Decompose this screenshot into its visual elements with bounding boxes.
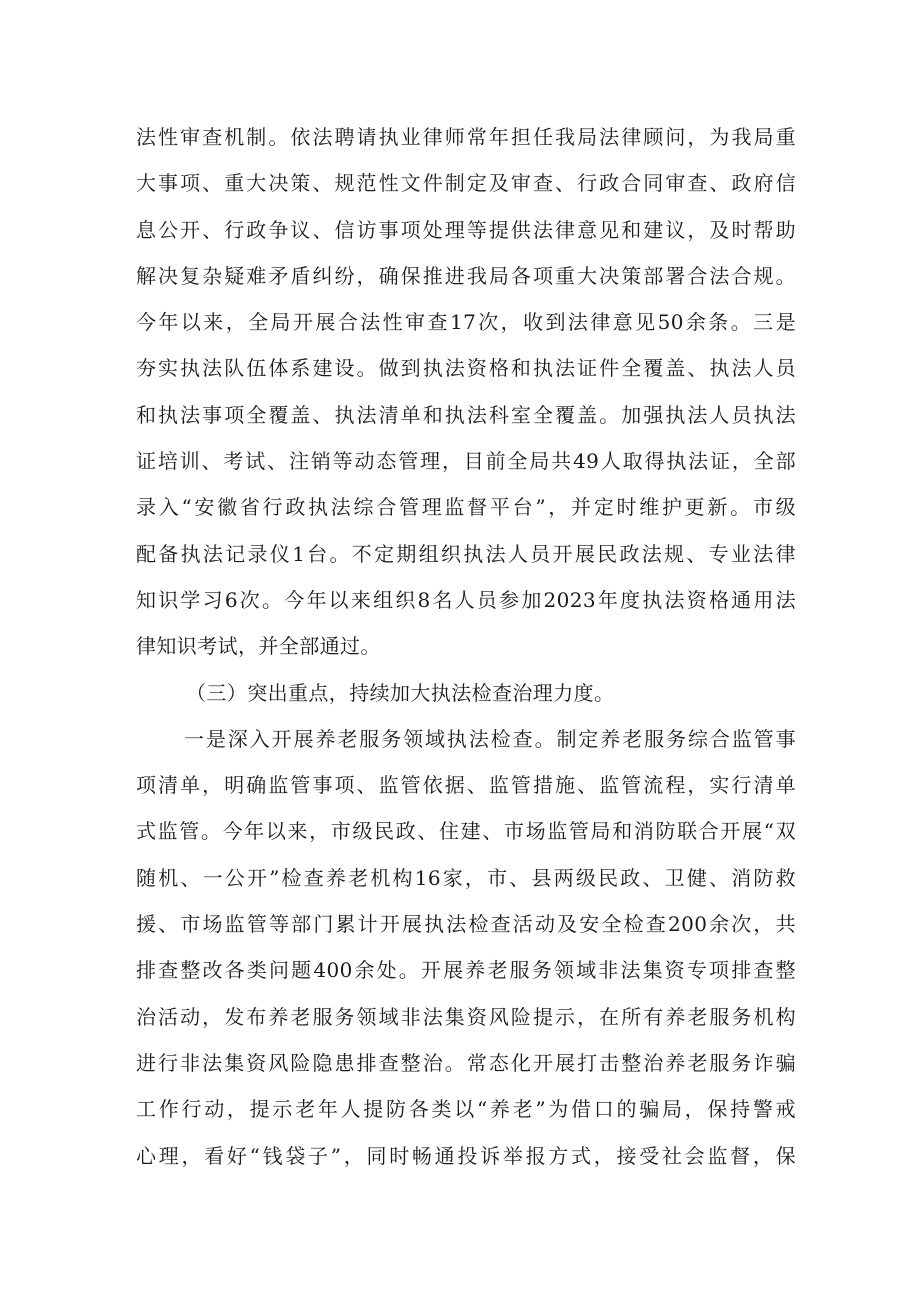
text-line-23: 心理，看好“钱袋子”，同时畅通投诉举报方式，接受社会监督，保: [136, 1143, 796, 1168]
section-heading: （三）突出重点，持续加大执法检查治理力度。: [186, 680, 615, 705]
text-line-20: 治活动，发布养老服务领域非法集资风险提示，在所有养老服务机构: [136, 1004, 796, 1029]
document-body: [136, 114, 796, 1179]
text-line-11: 知识学习6次。今年以来组织8名人员参加2023年度执法资格通用法: [136, 587, 796, 612]
text-line-14: 一是深入开展养老服务领域执法检查。制定养老服务综合监管事: [184, 726, 796, 751]
text-line-17: 随机、一公开”检查养老机构16家，市、县两级民政、卫健、消防救: [136, 865, 796, 890]
text-line-1: 法性审查机制。依法聘请执业律师常年担任我局法律顾问，为我局重: [136, 125, 796, 149]
text-line-9: 录入“安徽省行政执法综合管理监督平台”，并定时维护更新。市级: [136, 495, 796, 520]
text-line-21: 进行非法集资风险隐患排查整治。常态化开展打击整治养老服务诈骗: [136, 1050, 796, 1075]
text-line-2: 大事项、重大决策、规范性文件制定及审查、行政合同审查、政府信: [136, 171, 796, 196]
text-line-22: 工作行动，提示老年人提防各类以“养老”为借口的骗局，保持警戒: [136, 1097, 796, 1122]
text-line-15: 项清单，明确监管事项、监管依据、监管措施、监管流程，实行清单: [136, 773, 796, 798]
text-line-16: 式监管。今年以来，市级民政、住建、市场监管局和消防联合开展“双: [136, 819, 796, 844]
text-line-12: 律知识考试，并全部通过。: [136, 634, 381, 659]
text-line-6: 夯实执法队伍体系建设。做到执法资格和执法证件全覆盖、执法人员: [136, 356, 796, 381]
text-line-10: 配备执法记录仪1台。不定期组织执法人员开展民政法规、专业法律: [136, 541, 796, 566]
text-line-7: 和执法事项全覆盖、执法清单和执法科室全覆盖。加强执法人员执法: [136, 402, 796, 427]
text-line-5: 今年以来，全局开展合法性审查17次，收到法律意见50余条。三是: [136, 310, 796, 335]
text-line-4: 解决复杂疑难矛盾纠纷，确保推进我局各项重大决策部署合法合规。: [136, 263, 796, 288]
text-line-3: 息公开、行政争议、信访事项处理等提供法律意见和建议，及时帮助: [136, 217, 796, 242]
text-line-19: 排查整改各类问题400余处。开展养老服务领域非法集资专项排查整: [136, 958, 796, 983]
text-line-18: 援、市场监管等部门累计开展执法检查活动及安全检查200余次，共: [136, 912, 796, 937]
text-line-8: 证培训、考试、注销等动态管理，目前全局共49人取得执法证，全部: [136, 449, 796, 474]
